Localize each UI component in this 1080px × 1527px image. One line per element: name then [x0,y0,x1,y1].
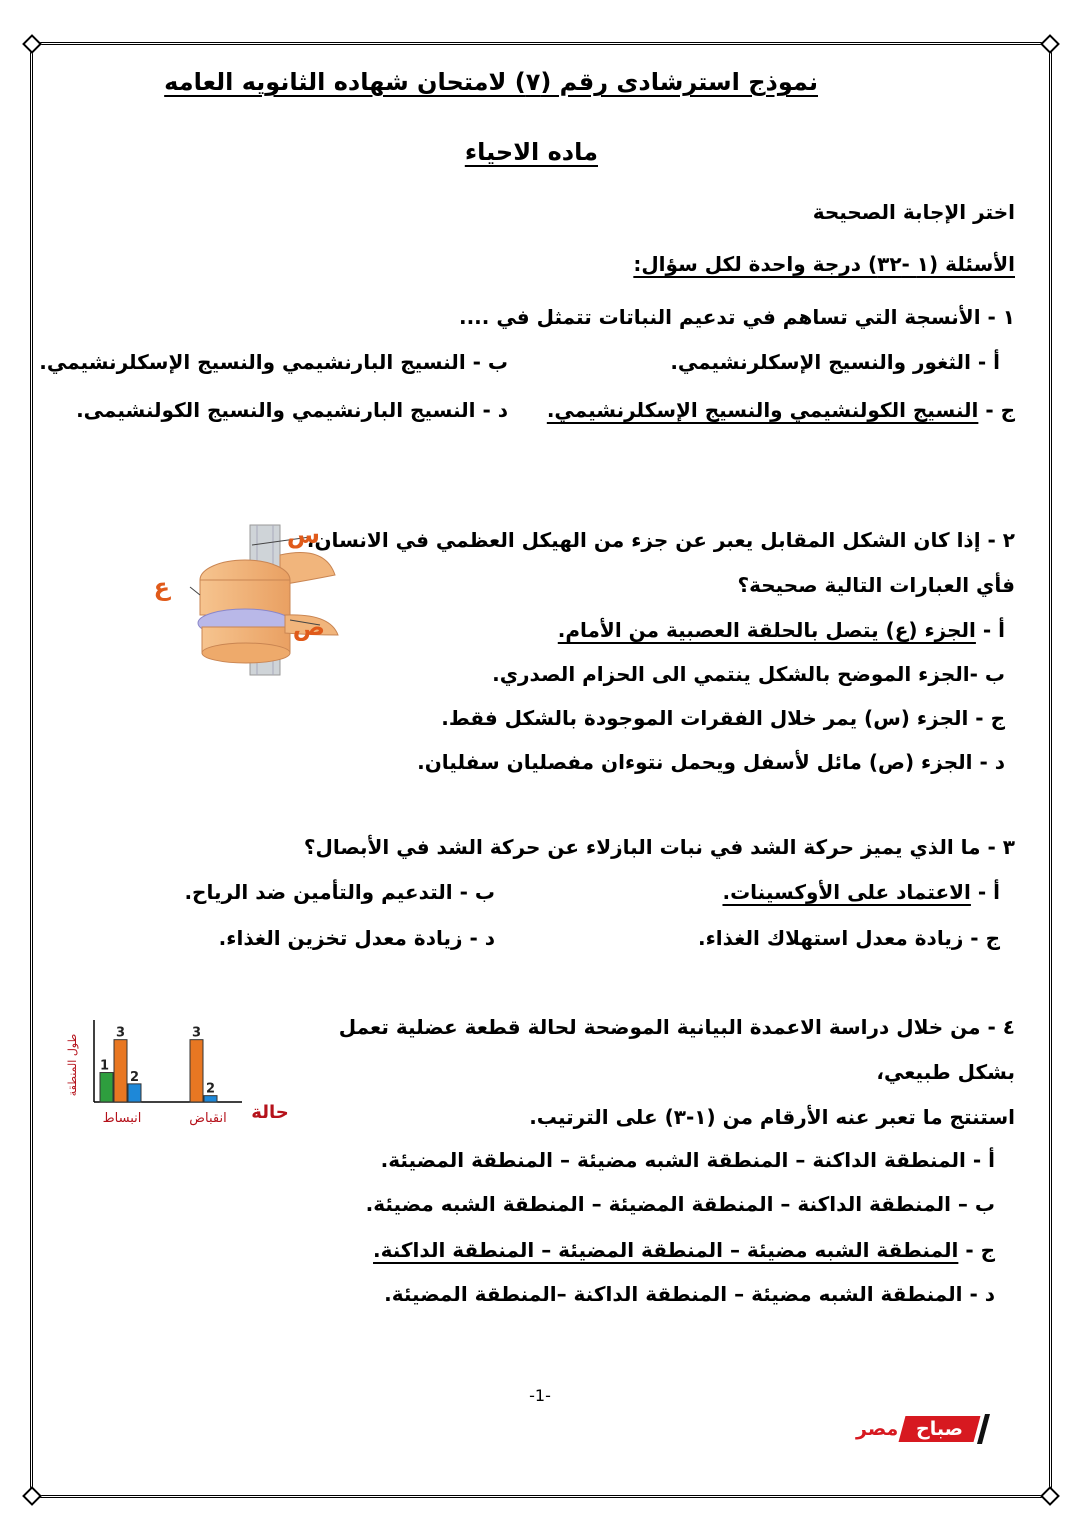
subject-title: ماده الاحياء [464,138,598,166]
q1-option-b: ب - النسيج البارنشيمي والنسيج الإسكلرنشيمي. [39,350,508,374]
q1-stem: ١ - الأنسجة التي تساهم في تدعيم النباتات تتمثل في .... [458,305,1015,329]
x-axis-label: حالة [251,1102,289,1123]
bar-label-3-0: 3 [115,1025,126,1041]
corner-ornament [1040,1486,1060,1506]
q3-option-b: ب - التدعيم والتأمين ضد الرياح. [184,880,495,904]
q3-option-c: ج - زيادة معدل استهلاك الغذاء. [697,926,1000,950]
q1-correct-answer: النسيج الكولنشيمي والنسيج الإسكلرنشيمي. [546,398,979,422]
bar-label-2-1: 2 [205,1081,216,1097]
label-s: س [286,521,320,549]
q2-option-d: د - الجزء (ص) مائل لأسفل ويحمل نتوءان مفصليان سفليان. [417,750,1005,774]
q4-stem-line2: بشكل طبيعي، [876,1060,1015,1084]
q4-stem-line3: استنتج ما تعبر عنه الأرقام من (١-٣) على الترتيب. [529,1105,1015,1129]
q4-option-c: ج - المنطقة الشبه مضيئة – المنطقة المضيئة – المنطقة الداكنة. [373,1238,995,1262]
vertebra-figure [153,515,370,675]
q2-stem-line1: ٢ - إذا كان الشكل المقابل يعبر عن جزء من الهيكل العظمي في الانسان، [306,528,1015,552]
q2-correct-answer: الجزء (ع) يتصل بالحلقة العصبية من الأمام. [557,618,976,642]
leader-line [190,587,200,595]
label-sad: ص [292,613,325,641]
q4-correct-answer: المنطقة الشبه مضيئة – المنطقة المضيئة – المنطقة الداكنة. [373,1238,959,1262]
bar-label-2-0: 2 [129,1069,140,1085]
publisher-logo [856,1412,986,1446]
exam-title: نموذج استرشادى رقم (٧) لامتحان شهاده الثانويه العامه [164,68,818,96]
bar-2-0 [128,1084,141,1102]
q2-option-a: أ - الجزء (ع) يتصل بالحلقة العصبية من الأمام. [557,618,1005,642]
q3-option-d: د - زيادة معدل تخزين الغذاء. [218,926,495,950]
bar-1-0 [100,1073,113,1102]
instruction: اختر الإجابة الصحيحة [812,200,1015,224]
q4-option-d: د - المنطقة الشبه مضيئة – المنطقة الداكنة –المنطقة المضيئة. [384,1282,995,1306]
q4-option-a: أ - المنطقة الداكنة – المنطقة الشبه مضيئة – المنطقة المضيئة. [380,1148,995,1172]
q2-stem-line2: فأي العبارات التالية صحيحة؟ [737,573,1015,597]
page-number: -1- [529,1386,551,1405]
q2-option-c: ج - الجزء (س) يمر خلال الفقرات الموجودة بالشكل فقط. [441,706,1005,730]
q3-correct-answer: الاعتماد على الأوكسينات. [722,880,971,904]
q1-option-c: ج - النسيج الكولنشيمي والنسيج الإسكلرنشيمي. [546,398,1015,422]
bar-label-3-1: 3 [191,1025,202,1041]
bar-label-1-0: 1 [99,1058,110,1074]
corner-ornament [22,34,42,54]
q3-stem: ٣ - ما الذي يميز حركة الشد في نبات البازلاء عن حركة الشد في الأبصال؟ [303,835,1015,859]
corner-ornament [22,1486,42,1506]
q1-option-a: أ - الثغور والنسيج الإسكلرنشيمي. [670,350,1000,374]
q2-option-b: ب -الجزء الموضح بالشكل ينتمي الى الحزام الصدري. [492,662,1005,686]
q4-option-b: ب – المنطقة الداكنة – المنطقة المضيئة – المنطقة الشبه مضيئة. [365,1192,995,1216]
bar-3-0 [114,1040,127,1102]
muscle-bar-chart [66,1010,310,1130]
category-label-0: انبساط [102,1111,142,1126]
corner-ornament [1040,34,1060,54]
bar-3-1 [190,1040,203,1102]
logo-red-block: صباح [899,1416,981,1442]
section-heading: الأسئلة (١ -٣٢) درجة واحدة لكل سؤال: [633,252,1015,276]
y-axis-label: طول المنطقة [66,1033,79,1097]
label-ain: ع [153,573,170,601]
category-label-1: انقباض [189,1111,227,1126]
q4-stem-line1: ٤ - من خلال دراسة الاعمدة البيانية الموضحة لحالة قطعة عضلية تعمل [338,1015,1015,1039]
q1-option-d: د - النسيج البارنشيمي والنسيج الكولنشيمى. [76,398,508,422]
logo-text: مصر [856,1418,899,1440]
q3-option-a: أ - الاعتماد على الأوكسينات. [722,880,1000,904]
